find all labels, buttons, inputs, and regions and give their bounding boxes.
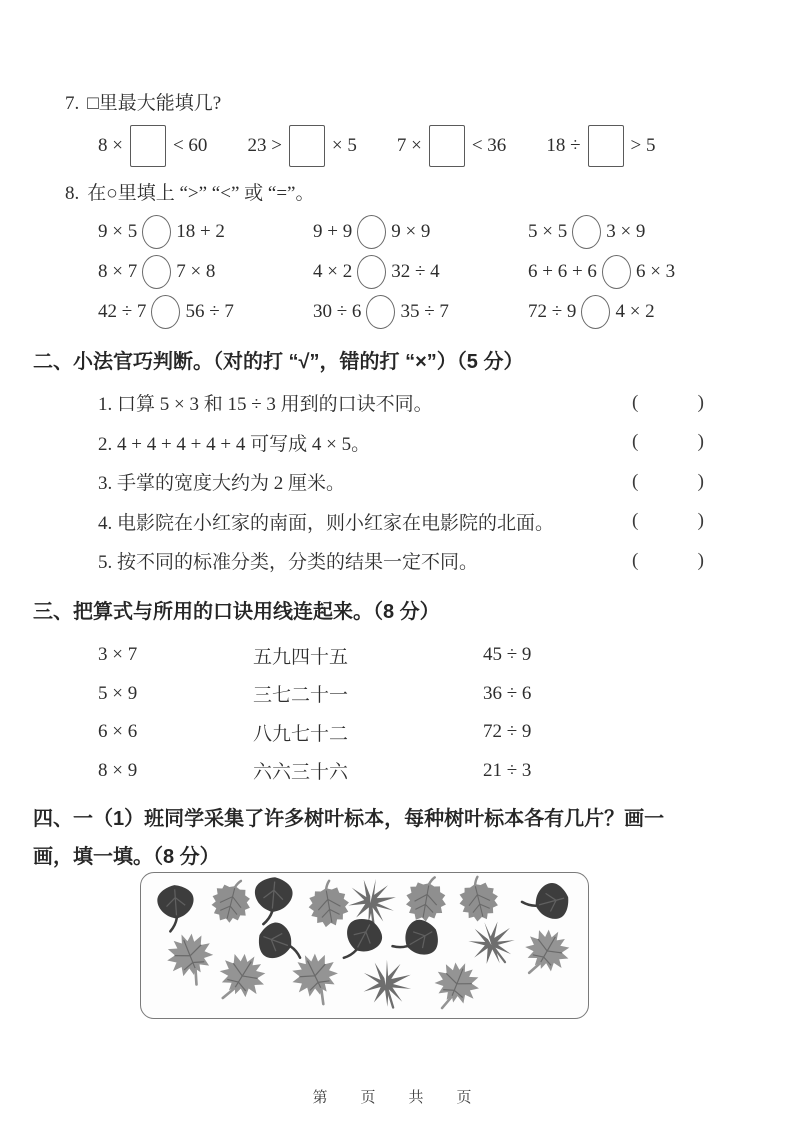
section-4-heading-line2: 画，填一填。（8 分） [33, 846, 220, 868]
connect-division[interactable]: 21 ÷ 3 [483, 759, 532, 781]
connect-mnemonic[interactable]: 三七二十一 [253, 685, 349, 707]
answer-box[interactable] [289, 125, 325, 167]
connect-mnemonic[interactable]: 六六三十六 [253, 762, 349, 784]
comparison-item: 30 ÷ 6 35 ÷ 7 [313, 292, 528, 332]
answer-parens[interactable]: ( ) [632, 470, 704, 492]
answer-circle[interactable] [357, 255, 386, 289]
judgment-item: 3. 手掌的宽度大约为 2 厘米。 ( ) [98, 470, 704, 495]
comparison-item: 72 ÷ 9 4 × 2 [528, 292, 710, 332]
comparison-item: 9 × 5 18 + 2 [98, 212, 313, 252]
question-8-title: 8. 在○里填上 “>” “<” 或 “=”。 [65, 183, 315, 204]
judgment-item: 2. 4 + 4 + 4 + 4 + 4 可写成 4 × 5。 ( ) [98, 431, 704, 455]
spiky-leaf-icon [354, 951, 417, 1014]
question-7-title: 7. □里最大能填几? [65, 93, 222, 114]
comparison-item: 4 × 2 32 ÷ 4 [313, 252, 528, 292]
connect-mnemonic[interactable]: 五九四十五 [253, 646, 349, 668]
page-footer: 第 页 共 页 [312, 1089, 481, 1106]
fill-item: 23 > × 5 [247, 125, 356, 167]
answer-circle[interactable] [572, 215, 601, 249]
answer-circle[interactable] [366, 295, 395, 329]
answer-box[interactable] [130, 125, 166, 167]
answer-box[interactable] [429, 125, 465, 167]
judgment-item: 5. 按不同的标准分类，分类的结果一定不同。 ( ) [98, 549, 704, 574]
fill-item: 18 ÷ > 5 [546, 125, 655, 167]
question-8-number: 8. [65, 183, 80, 204]
comparison-item: 42 ÷ 7 56 ÷ 7 [98, 292, 313, 332]
section-2-items [98, 383, 704, 581]
question-7-number: 7. [65, 93, 80, 114]
answer-parens[interactable]: ( ) [632, 510, 704, 532]
answer-circle[interactable] [151, 295, 180, 329]
answer-parens[interactable]: ( ) [632, 431, 704, 453]
section-3-heading: 三、把算式与所用的口诀用线连起来。（8 分） [33, 601, 440, 623]
section-2-heading: 二、小法官巧判断。（对的打 “√”，错的打 “×”）（5 分） [33, 351, 524, 373]
connect-division[interactable]: 36 ÷ 6 [483, 682, 532, 704]
question-8-comparison-grid [98, 212, 710, 332]
connect-division[interactable]: 72 ÷ 9 [483, 721, 532, 743]
comparison-item: 9 + 9 9 × 9 [313, 212, 528, 252]
section-4-heading-line1: 四、一（1）班同学采集了许多树叶标本，每种树叶标本各有几片？画一 [33, 808, 665, 830]
connect-expression[interactable]: 8 × 9 [98, 759, 138, 781]
answer-circle[interactable] [357, 215, 386, 249]
fill-item: 7 × < 36 [397, 125, 506, 167]
answer-circle[interactable] [602, 255, 631, 289]
comparison-item: 5 × 5 3 × 9 [528, 212, 710, 252]
question-7-items [98, 125, 655, 167]
answer-circle[interactable] [142, 255, 171, 289]
connect-expression[interactable]: 3 × 7 [98, 644, 138, 666]
answer-circle[interactable] [581, 295, 610, 329]
judgment-item: 1. 口算 5 × 3 和 15 ÷ 3 用到的口诀不同。 ( ) [98, 391, 704, 416]
maple-leaf-icon [508, 915, 584, 991]
answer-parens[interactable]: ( ) [632, 549, 704, 571]
connect-expression[interactable]: 5 × 9 [98, 682, 138, 704]
connect-mnemonic[interactable]: 八九七十二 [253, 723, 349, 745]
fill-item: 8 × < 60 [98, 125, 207, 167]
connect-division[interactable]: 45 ÷ 9 [483, 644, 532, 666]
connect-expression[interactable]: 6 × 6 [98, 721, 138, 743]
judgment-item: 4. 电影院在小红家的南面，则小红家在电影院的北面。 ( ) [98, 510, 704, 534]
comparison-item: 6 + 6 + 6 6 × 3 [528, 252, 710, 292]
leaf-panel [140, 872, 589, 1019]
answer-parens[interactable]: ( ) [632, 391, 704, 413]
comparison-item: 8 × 7 7 × 8 [98, 252, 313, 292]
answer-box[interactable] [588, 125, 624, 167]
section-3-connect-grid [98, 636, 598, 790]
answer-circle[interactable] [142, 215, 171, 249]
